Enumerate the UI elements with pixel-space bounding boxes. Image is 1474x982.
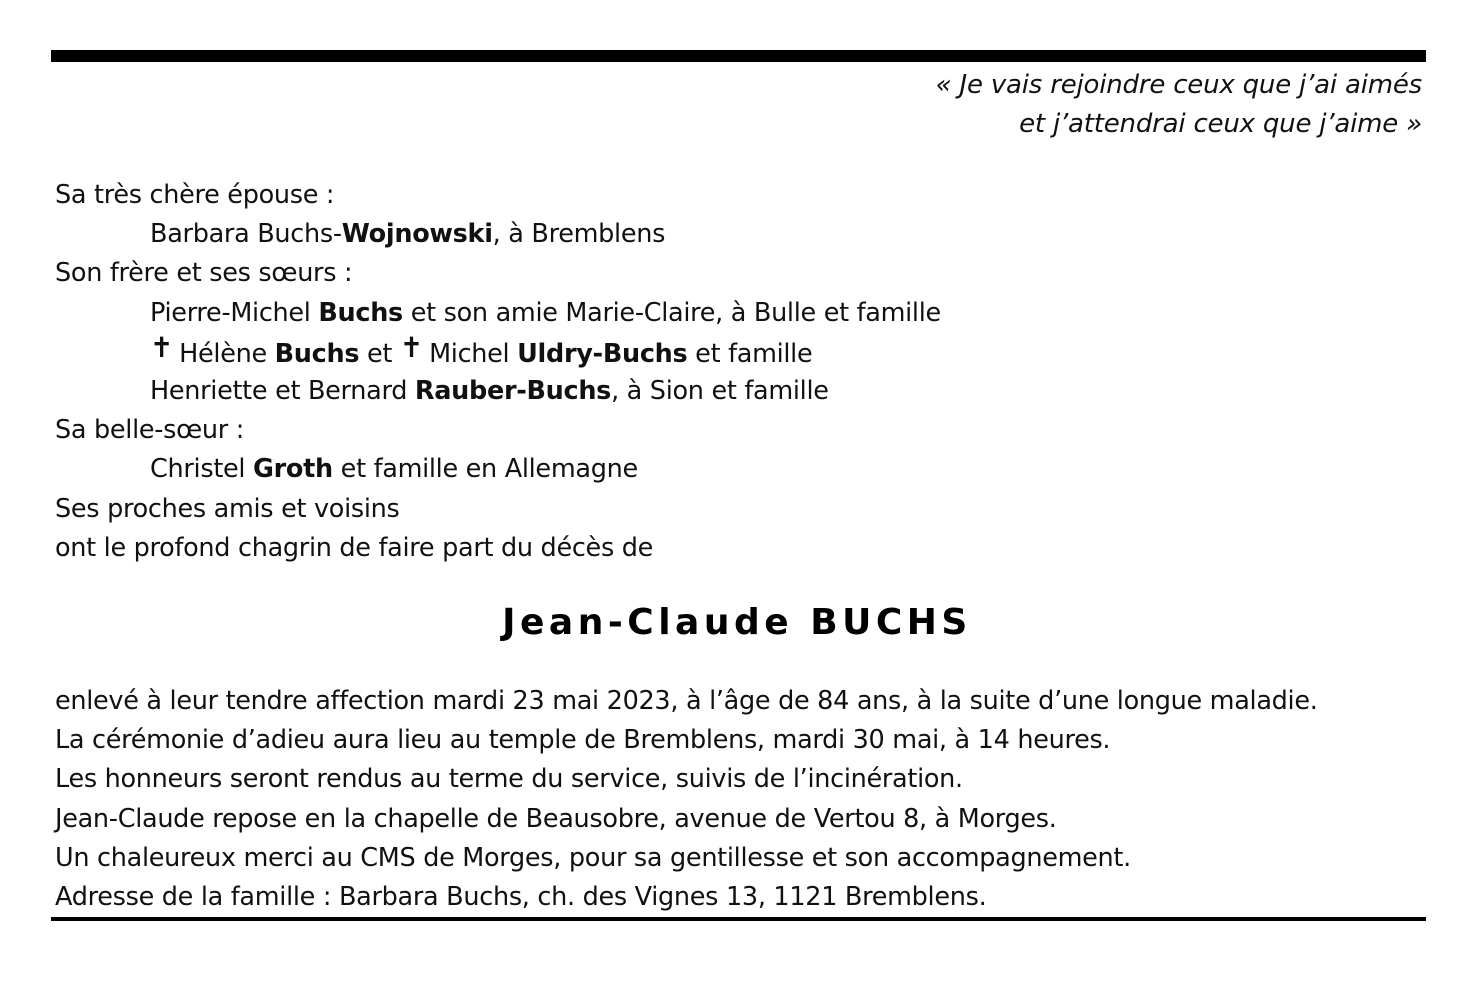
sibling-detail: et famille: [687, 338, 813, 369]
spouse-place: , à Bremblens: [492, 219, 666, 250]
sibling-line-1: [55, 294, 941, 333]
inlaw-surname: Groth: [253, 454, 333, 485]
sibling-detail: , à Sion et famille: [611, 375, 829, 406]
siblings-heading: Son frère et ses sœurs :: [55, 258, 353, 289]
top-rule: [51, 50, 1426, 62]
deceased-name: Jean-Claude BUCHS: [502, 602, 972, 643]
detail-line: enlevé à leur tendre affection mardi 23 mai 2023, à l’âge de 84 ans, à la suite d’une longue maladie.: [55, 686, 1318, 716]
details-block: [55, 682, 1318, 917]
cross-icon: ✝: [399, 330, 424, 364]
detail-line: Jean-Claude repose en la chapelle de Beausobre, avenue de Vertou 8, à Morges.: [55, 803, 1057, 834]
sibling-first: Pierre-Michel: [150, 297, 319, 328]
sibling-surname: Rauber-Buchs: [414, 375, 612, 406]
spouse-surname: Wojnowski: [341, 219, 493, 250]
quote-line-2: et j’attendrai ceux que j’aime »: [1019, 109, 1422, 139]
detail-line: Les honneurs seront rendus au terme du service, suivis de l’incinération.: [55, 764, 963, 795]
inlaw-line: [55, 450, 941, 489]
detail-line: Un chaleureux merci au CMS de Morges, pour sa gentillesse et son accompagnement.: [55, 842, 1131, 873]
sibling-line-3: [55, 372, 941, 411]
detail-line: La cérémonie d’adieu aura lieu au temple de Bremblens, mardi 30 mai, à 14 heures.: [55, 725, 1111, 756]
quote-line-1: « Je vais rejoindre ceux que j’ai aimés: [935, 70, 1422, 100]
sibling-first: Hélène: [179, 338, 275, 369]
sibling-line-2: [55, 330, 941, 372]
bottom-rule: [51, 917, 1426, 921]
sibling-detail: et son amie Marie-Claire, à Bulle et famille: [402, 297, 941, 328]
family-list: [55, 176, 941, 568]
sibling-surname: Buchs: [318, 297, 403, 328]
sibling-surname: Uldry-Buchs: [517, 338, 688, 369]
sibling-first: Michel: [429, 338, 518, 369]
spouse-line: [55, 215, 941, 254]
inlaw-heading: Sa belle-sœur :: [55, 415, 245, 446]
epigraph-quote: [936, 66, 1422, 144]
announcement-line: ont le profond chagrin de faire part du décès de: [55, 532, 654, 563]
friends-line: Ses proches amis et voisins: [55, 493, 400, 524]
detail-line: Adresse de la famille : Barbara Buchs, ch. des Vignes 13, 1121 Bremblens.: [55, 881, 987, 912]
inlaw-first: Christel: [150, 454, 253, 485]
sibling-surname: Buchs: [274, 338, 360, 369]
spouse-heading: Sa très chère épouse :: [55, 180, 335, 210]
spouse-first: Barbara Buchs-: [150, 219, 342, 250]
cross-icon: ✝: [150, 330, 174, 364]
inlaw-detail: et famille en Allemagne: [332, 454, 638, 485]
sibling-first: Henriette et Bernard: [150, 375, 415, 406]
connector-text: et: [359, 338, 400, 369]
